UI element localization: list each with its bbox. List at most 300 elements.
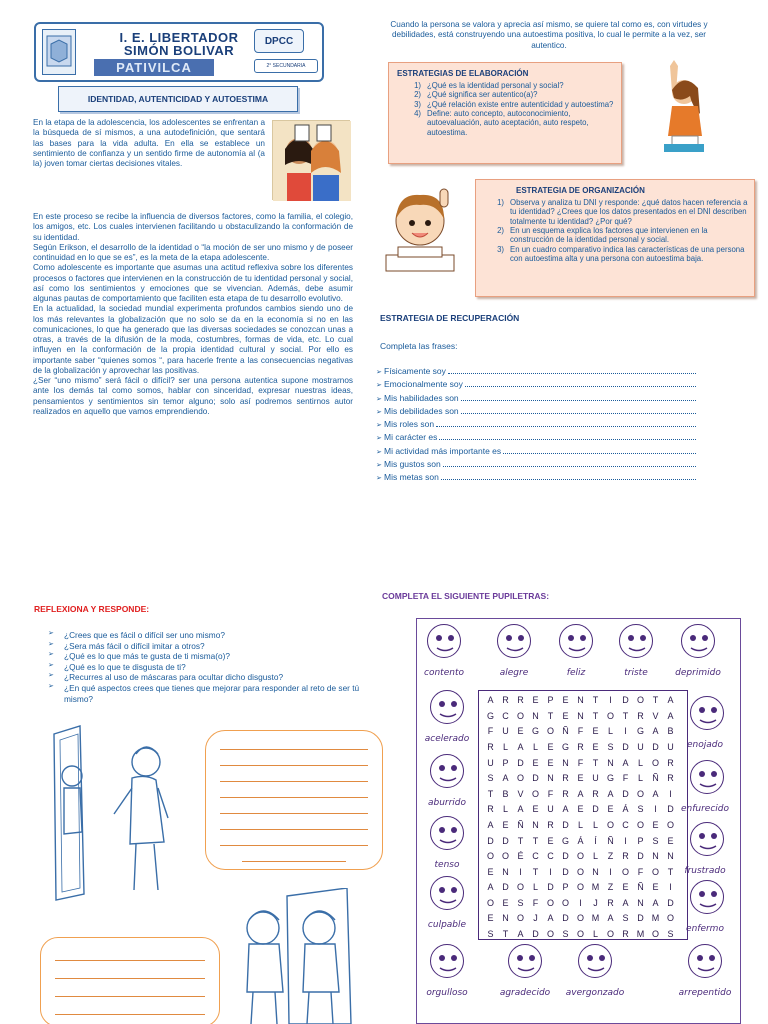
grid-letter[interactable]: N: [577, 695, 584, 706]
intro-paragraph: En la etapa de la adolescencia, los adolescentes se enfrentan a la búsqueda de sí mismos, a una autodefinición, que sentará las bases para la vida adulta. En ella se establece un sentimiento de confianza y un sentido firme de autonomía al (a la) joven tomar ciertas decisiones vitales.: [33, 118, 265, 168]
grid-row: [483, 880, 683, 896]
grid-letter[interactable]: R: [487, 804, 494, 815]
face-alegre-icon: [497, 624, 531, 658]
grid-row: [483, 911, 683, 927]
grid-letter[interactable]: E: [667, 835, 674, 846]
face-label: aburrido: [427, 798, 467, 808]
face-orgulloso-icon: [430, 944, 464, 978]
answer-line[interactable]: [441, 472, 696, 480]
answer-line[interactable]: [461, 393, 696, 401]
grid-letter[interactable]: M: [591, 913, 600, 924]
grid-letter[interactable]: A: [487, 695, 494, 706]
grid-letter[interactable]: D: [532, 929, 539, 940]
grid-letter[interactable]: O: [621, 866, 629, 877]
grid-letter[interactable]: E: [652, 882, 659, 893]
grid-row: [483, 802, 683, 818]
grid-letter[interactable]: O: [636, 819, 644, 830]
grid-letter[interactable]: S: [517, 897, 524, 908]
grid-letter[interactable]: E: [532, 757, 539, 768]
face-frustrado-icon: [690, 822, 724, 856]
question-item: ➢ ¿Recurres al uso de máscaras para ocultar dicho disgusto?: [48, 672, 284, 683]
grid-letter[interactable]: E: [562, 695, 569, 706]
grid-letter[interactable]: A: [607, 788, 614, 799]
grid-letter[interactable]: Z: [607, 882, 614, 893]
face-label: culpable: [427, 920, 467, 930]
school-name-line2: SIMÓN BOLIVAR: [123, 43, 235, 58]
grid-letter[interactable]: G: [561, 835, 569, 846]
grid-letter[interactable]: F: [532, 897, 539, 908]
grid-letter[interactable]: D: [562, 913, 569, 924]
grid-letter[interactable]: N: [532, 710, 539, 721]
sentence-blank[interactable]: ➢ Mis gustos son: [376, 459, 696, 472]
arrow-bullet-icon: ➢: [48, 683, 54, 691]
arrow-bullet-icon: ➢: [48, 630, 54, 637]
school-name-line1: I. E. LIBERTADOR: [119, 30, 239, 45]
grid-letter[interactable]: D: [667, 897, 674, 908]
grid-letter[interactable]: E: [607, 804, 614, 815]
grid-letter[interactable]: R: [562, 773, 569, 784]
grid-letter[interactable]: P: [547, 695, 554, 706]
grid-letter[interactable]: O: [531, 788, 539, 799]
grid-letter[interactable]: D: [622, 695, 629, 706]
grid-letter[interactable]: E: [577, 804, 584, 815]
grid-row: [483, 724, 683, 740]
grid-letter[interactable]: R: [562, 788, 569, 799]
grid-letter[interactable]: L: [592, 819, 598, 830]
word-search-grid[interactable]: [478, 690, 688, 940]
grid-letter[interactable]: I: [549, 866, 552, 877]
grid-letter[interactable]: Á: [622, 804, 629, 815]
grid-letter[interactable]: Ñ: [517, 819, 524, 830]
grid-letter[interactable]: U: [592, 773, 599, 784]
grid-letter[interactable]: O: [486, 851, 494, 862]
face-tenso-icon: [430, 816, 464, 850]
grid-letter[interactable]: D: [652, 741, 659, 752]
grid-letter[interactable]: N: [502, 866, 509, 877]
grid-letter[interactable]: R: [502, 695, 509, 706]
grid-row: [483, 896, 683, 912]
grid-letter[interactable]: R: [547, 819, 554, 830]
grid-letter[interactable]: V: [652, 710, 659, 721]
grid-letter[interactable]: E: [547, 835, 554, 846]
face-label: tenso: [434, 860, 460, 870]
grid-letter[interactable]: E: [487, 866, 494, 877]
grid-letter[interactable]: U: [547, 804, 554, 815]
grid-letter[interactable]: Z: [607, 851, 614, 862]
grid-letter[interactable]: N: [532, 819, 539, 830]
sentence-blank[interactable]: ➢ Físicamente soy: [376, 366, 696, 379]
grid-letter[interactable]: O: [636, 695, 644, 706]
grid-letter[interactable]: E: [487, 913, 494, 924]
grid-letter[interactable]: S: [637, 804, 644, 815]
grid-letter[interactable]: E: [532, 804, 539, 815]
grid-letter[interactable]: O: [576, 913, 584, 924]
grid-letter[interactable]: O: [666, 913, 674, 924]
grid-letter[interactable]: J: [593, 897, 598, 908]
grid-letter[interactable]: L: [532, 882, 538, 893]
grid-letter[interactable]: R: [592, 788, 599, 799]
grid-letter[interactable]: T: [592, 710, 599, 721]
grid-letter[interactable]: B: [667, 726, 674, 737]
grid-letter[interactable]: S: [607, 741, 614, 752]
face-label: feliz: [566, 668, 586, 678]
grid-letter[interactable]: S: [562, 929, 569, 940]
grid-letter[interactable]: L: [592, 929, 598, 940]
grid-letter[interactable]: T: [622, 710, 629, 721]
word-search-title: COMPLETA EL SIGUIENTE PUPILETRAS:: [382, 591, 550, 601]
grid-letter[interactable]: Ñ: [607, 835, 614, 846]
grid-letter[interactable]: A: [547, 913, 554, 924]
grid-letter[interactable]: Í: [594, 835, 597, 846]
school-crest-icon: [42, 29, 76, 75]
grid-letter[interactable]: S: [652, 835, 659, 846]
body-paragraph: Según Erikson, el desarrollo de la identidad o “la moción de ser uno mismo y de poseer continuidad en lo que se es”, es la meta de la etapa adolescente.: [33, 242, 353, 262]
grid-letter[interactable]: P: [502, 757, 509, 768]
grid-letter[interactable]: D: [637, 913, 644, 924]
arrow-bullet-icon: ➢: [48, 651, 54, 659]
grid-letter[interactable]: Ñ: [637, 882, 644, 893]
grid-letter[interactable]: D: [517, 757, 524, 768]
recovery-instructions: Completa las frases:: [380, 341, 458, 351]
grid-letter[interactable]: D: [487, 835, 494, 846]
sentence-blank[interactable]: ➢ Mi carácter es: [376, 432, 696, 445]
answer-line[interactable]: [503, 446, 696, 454]
grid-letter[interactable]: T: [652, 695, 659, 706]
face-label: alegre: [499, 668, 529, 678]
grid-letter[interactable]: L: [592, 851, 598, 862]
grid-letter[interactable]: A: [667, 710, 674, 721]
grid-letter[interactable]: C: [622, 819, 629, 830]
grid-letter[interactable]: R: [487, 741, 494, 752]
grid-letter[interactable]: S: [622, 913, 629, 924]
grid-letter[interactable]: N: [502, 913, 509, 924]
grid-letter[interactable]: R: [607, 897, 614, 908]
grid-letter[interactable]: A: [667, 695, 674, 706]
grid-letter[interactable]: O: [576, 882, 584, 893]
grid-letter[interactable]: I: [519, 866, 522, 877]
grid-letter[interactable]: F: [637, 866, 644, 877]
grid-letter[interactable]: S: [487, 929, 494, 940]
grid-letter[interactable]: O: [651, 757, 659, 768]
grid-row: [483, 787, 683, 803]
sentence-blank[interactable]: ➢ Mi actividad más importante es: [376, 446, 696, 459]
grid-letter[interactable]: O: [576, 929, 584, 940]
arrow-bullet-icon: ➢: [376, 369, 382, 376]
grid-letter[interactable]: N: [577, 710, 584, 721]
grid-letter[interactable]: P: [637, 835, 644, 846]
grid-letter[interactable]: N: [637, 897, 644, 908]
grid-letter[interactable]: L: [502, 804, 508, 815]
grid-letter[interactable]: O: [651, 866, 659, 877]
grid-letter[interactable]: C: [502, 710, 509, 721]
face-label: acelerado: [424, 734, 470, 744]
grid-letter[interactable]: L: [502, 741, 508, 752]
answer-line[interactable]: [436, 419, 696, 427]
grid-letter[interactable]: E: [592, 726, 599, 737]
grid-letter[interactable]: E: [592, 741, 599, 752]
grid-letter[interactable]: D: [562, 851, 569, 862]
body-paragraph: En este proceso se recibe la influencia de diversos factores, como la familia, el colegio, los amigos, etc. Los cuales intervienen facilitando u obstaculizando la conformación de su identidad.: [33, 212, 353, 242]
grid-letter[interactable]: P: [562, 882, 569, 893]
grid-letter[interactable]: D: [622, 741, 629, 752]
grid-letter[interactable]: S: [667, 929, 674, 940]
face-agradecido-icon: [508, 944, 542, 978]
grid-letter[interactable]: A: [517, 929, 524, 940]
grid-row: [483, 927, 683, 943]
grid-letter[interactable]: I: [669, 788, 672, 799]
grid-letter[interactable]: T: [547, 710, 554, 721]
answer-line[interactable]: [443, 459, 696, 467]
grid-letter[interactable]: O: [606, 929, 614, 940]
grid-letter[interactable]: I: [624, 835, 627, 846]
answer-box[interactable]: [40, 937, 220, 1024]
grid-letter[interactable]: A: [622, 757, 629, 768]
grid-letter[interactable]: N: [607, 757, 614, 768]
grid-letter[interactable]: T: [502, 929, 509, 940]
face-label: enojado: [687, 740, 723, 750]
grid-letter[interactable]: D: [562, 819, 569, 830]
grid-letter[interactable]: O: [501, 851, 509, 862]
grid-letter[interactable]: E: [532, 695, 539, 706]
grid-letter[interactable]: T: [532, 866, 539, 877]
grid-letter[interactable]: U: [502, 726, 509, 737]
grid-letter[interactable]: S: [487, 773, 494, 784]
answer-line[interactable]: [465, 379, 696, 387]
grid-letter[interactable]: N: [592, 866, 599, 877]
grid-letter[interactable]: F: [547, 788, 554, 799]
grid-letter[interactable]: O: [576, 866, 584, 877]
school-header: [34, 22, 324, 82]
grid-letter[interactable]: R: [577, 741, 584, 752]
sentence-blank[interactable]: ➢ Mis roles son: [376, 419, 696, 432]
grid-letter[interactable]: D: [622, 788, 629, 799]
grid-letter[interactable]: É: [517, 851, 524, 862]
grid-letter[interactable]: O: [636, 788, 644, 799]
grid-letter[interactable]: O: [516, 773, 524, 784]
grid-letter[interactable]: I: [609, 866, 612, 877]
arrow-bullet-icon: ➢: [376, 422, 382, 430]
complete-sentences-list: [376, 366, 696, 486]
grid-letter[interactable]: E: [622, 882, 629, 893]
grid-letter[interactable]: C: [532, 851, 539, 862]
grid-letter[interactable]: U: [487, 757, 494, 768]
face-label: avergonzado: [565, 988, 625, 998]
grid-letter[interactable]: G: [531, 726, 539, 737]
grid-letter[interactable]: D: [592, 804, 599, 815]
grid-letter[interactable]: O: [546, 929, 554, 940]
grid-letter[interactable]: J: [533, 913, 538, 924]
grid-letter[interactable]: A: [517, 804, 524, 815]
grid-letter[interactable]: L: [532, 741, 538, 752]
grid-letter[interactable]: N: [667, 851, 674, 862]
grid-letter[interactable]: M: [636, 929, 645, 940]
grid-letter[interactable]: R: [517, 695, 524, 706]
arrow-bullet-icon: ➢: [376, 435, 382, 443]
grid-letter[interactable]: O: [546, 726, 554, 737]
answer-line[interactable]: [439, 432, 696, 440]
reflect-title: REFLEXIONA Y RESPONDE:: [34, 604, 150, 614]
grid-letter[interactable]: R: [667, 773, 674, 784]
face-label: triste: [624, 668, 648, 678]
list-item: 2) En un esquema explica los factores que intervienen en la construcción de la identidad personal y social.: [497, 226, 708, 245]
grid-letter[interactable]: E: [547, 741, 554, 752]
answer-line[interactable]: [461, 406, 696, 414]
face-contento-icon: [427, 624, 461, 658]
face-arrepentido-icon: [688, 944, 722, 978]
grid-row: [483, 833, 683, 849]
grid-letter[interactable]: O: [606, 819, 614, 830]
face-label: deprimido: [675, 668, 721, 678]
grid-letter[interactable]: N: [547, 773, 554, 784]
elaboration-strategy-box: [388, 62, 622, 164]
grid-letter[interactable]: D: [637, 851, 644, 862]
grid-letter[interactable]: A: [502, 773, 509, 784]
grid-letter[interactable]: O: [516, 913, 524, 924]
grid-letter[interactable]: A: [652, 726, 659, 737]
grid-letter[interactable]: D: [532, 773, 539, 784]
grid-letter[interactable]: G: [606, 773, 614, 784]
grid-letter[interactable]: L: [637, 773, 643, 784]
grid-letter[interactable]: T: [487, 788, 494, 799]
grid-letter[interactable]: A: [487, 819, 494, 830]
grid-letter[interactable]: T: [592, 757, 599, 768]
grid-letter[interactable]: D: [667, 804, 674, 815]
grid-letter[interactable]: O: [651, 929, 659, 940]
girl-raising-hand-illustration: [652, 58, 712, 156]
grid-letter[interactable]: B: [502, 788, 509, 799]
grid-letter[interactable]: A: [622, 897, 629, 908]
grid-letter[interactable]: O: [516, 710, 524, 721]
grid-letter[interactable]: R: [622, 851, 629, 862]
grid-letter[interactable]: L: [577, 819, 583, 830]
grid-letter[interactable]: T: [517, 835, 524, 846]
grid-letter[interactable]: F: [577, 726, 584, 737]
grid-letter[interactable]: N: [652, 851, 659, 862]
grid-letter[interactable]: T: [667, 866, 674, 877]
grid-letter[interactable]: O: [606, 710, 614, 721]
course-badge: DPCC: [254, 29, 304, 53]
grid-letter[interactable]: G: [561, 741, 569, 752]
grid-letter[interactable]: C: [547, 851, 554, 862]
grid-letter[interactable]: D: [547, 882, 554, 893]
grade-badge: 2° SECUNDARIA: [254, 59, 318, 73]
grid-letter[interactable]: V: [517, 788, 524, 799]
grid-letter[interactable]: M: [651, 913, 660, 924]
body-paragraph: Como adolescente es importante que asumas una actitud reflexiva sobre los diferentes procesos o factores que intervienen en la construcción de tu identidad personal y social, así como los sentimientos y emociones que se vivencian. Además, debe asumir algunas pautas de comportamiento que faciliten esta etapa de tu desarrollo evolutivo.: [33, 263, 353, 303]
grid-letter[interactable]: E: [577, 773, 584, 784]
grid-letter[interactable]: T: [592, 695, 599, 706]
arrow-bullet-icon: ➢: [376, 382, 382, 390]
grid-row: [483, 693, 683, 709]
grid-row: [483, 818, 683, 834]
grid-letter[interactable]: O: [546, 897, 554, 908]
grid-letter[interactable]: U: [667, 741, 674, 752]
grid-letter[interactable]: F: [622, 773, 629, 784]
grid-letter[interactable]: D: [502, 882, 509, 893]
grid-letter[interactable]: Ñ: [652, 773, 659, 784]
grid-letter[interactable]: G: [486, 710, 494, 721]
question-item: ➢ ¿Sera más fácil o difícil imitar a otros?: [48, 640, 205, 651]
grid-letter[interactable]: F: [487, 726, 494, 737]
list-item: 3) ¿Qué relación existe entre autenticidad y autoestima?: [414, 99, 614, 109]
grid-letter[interactable]: O: [516, 882, 524, 893]
grid-letter[interactable]: R: [637, 710, 644, 721]
face-feliz-icon: [559, 624, 593, 658]
grid-letter[interactable]: T: [532, 835, 539, 846]
grid-letter[interactable]: D: [502, 835, 509, 846]
grid-letter[interactable]: N: [562, 757, 569, 768]
elaboration-list: [389, 81, 621, 137]
grid-letter[interactable]: A: [487, 882, 494, 893]
grid-letter[interactable]: I: [609, 695, 612, 706]
grid-letter[interactable]: L: [637, 757, 643, 768]
grid-letter[interactable]: A: [577, 788, 584, 799]
arrow-bullet-icon: ➢: [376, 462, 382, 470]
grid-letter[interactable]: D: [562, 866, 569, 877]
grid-letter[interactable]: E: [652, 819, 659, 830]
grid-letter[interactable]: I: [654, 804, 657, 815]
grid-letter[interactable]: F: [577, 757, 584, 768]
list-item: 1) Observa y analiza tu DNI y responde: ¿qué datos hacen referencia a tu identidad? ¿Crees que los datos presentados en el DNI describen totalmente tu identidad? ¿Por qué?: [497, 198, 748, 226]
grid-letter[interactable]: I: [579, 897, 582, 908]
grid-letter[interactable]: R: [667, 757, 674, 768]
grid-letter[interactable]: A: [652, 788, 659, 799]
grid-letter[interactable]: Ñ: [562, 726, 569, 737]
arrow-bullet-icon: ➢: [376, 475, 382, 483]
grid-letter[interactable]: R: [622, 929, 629, 940]
grid-letter[interactable]: A: [562, 804, 569, 815]
recovery-strategy-title: ESTRATEGIA DE RECUPERACIÓN: [380, 313, 520, 323]
grid-letter[interactable]: Á: [577, 835, 584, 846]
grid-letter[interactable]: I: [624, 726, 627, 737]
grid-letter[interactable]: M: [591, 882, 600, 893]
teenagers-illustration: [272, 120, 350, 200]
grid-letter[interactable]: O: [486, 897, 494, 908]
answer-box[interactable]: [205, 730, 383, 870]
grid-letter[interactable]: O: [576, 851, 584, 862]
sentence-blank[interactable]: ➢ Mis debilidades son: [376, 406, 696, 419]
face-label: orgulloso: [426, 988, 468, 998]
grid-letter[interactable]: L: [607, 726, 613, 737]
question-item: ➢ ¿Qué es lo que te disgusta de ti?: [48, 661, 186, 672]
elaboration-title: ESTRATEGIAS DE ELABORACIÓN: [397, 69, 529, 78]
grid-letter[interactable]: E: [502, 897, 509, 908]
sentence-blank[interactable]: ➢ Emocionalmente soy: [376, 379, 696, 392]
arrow-bullet-icon: ➢: [376, 448, 382, 456]
answer-line[interactable]: [448, 366, 696, 374]
grid-letter[interactable]: O: [666, 819, 674, 830]
grid-letter[interactable]: A: [517, 741, 524, 752]
grid-letter[interactable]: E: [562, 710, 569, 721]
grid-letter[interactable]: G: [636, 726, 644, 737]
grid-letter[interactable]: A: [607, 913, 614, 924]
body-text: [33, 212, 353, 417]
face-deprimido-icon: [681, 624, 715, 658]
grid-letter[interactable]: U: [637, 741, 644, 752]
grid-letter[interactable]: E: [547, 757, 554, 768]
grid-letter[interactable]: I: [669, 882, 672, 893]
grid-letter[interactable]: E: [502, 819, 509, 830]
face-label: arrepentido: [678, 988, 732, 998]
grid-letter[interactable]: O: [561, 897, 569, 908]
grid-letter[interactable]: E: [517, 726, 524, 737]
school-town: PATIVILCA: [94, 59, 214, 76]
sentence-blank[interactable]: ➢ Mis metas son: [376, 472, 696, 485]
self-esteem-intro: Cuando la persona se valora y aprecia así mismo, se quiere tal como es, con virtudes y debilidades, está construyendo una autoestima positiva, lo cual le permite a la vez, ser autentico.: [390, 20, 708, 50]
grid-letter[interactable]: A: [652, 897, 659, 908]
grid-row: [483, 865, 683, 881]
sentence-blank[interactable]: ➢ Mis habilidades son: [376, 393, 696, 406]
